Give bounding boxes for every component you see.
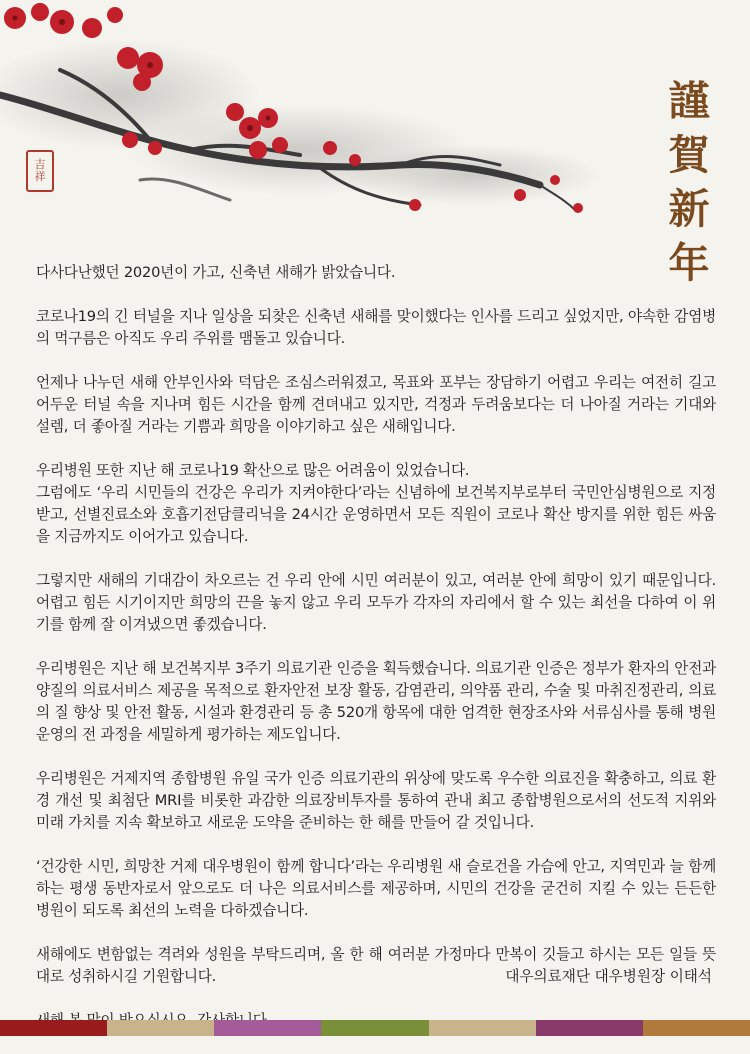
band-segment [0,1020,107,1036]
title-char: 年 [668,239,710,287]
title-char: 賀 [668,131,710,179]
paragraph: ‘건강한 시민, 희망찬 거제 대우병원이 함께 합니다’라는 우리병원 새 슬로건을 가슴에 안고, 지역민과 늘 함께하는 평생 동반자로서 앞으로도 더 나은 의료서비스를 제공하며, 시민의 건강을 굳건히 지킬 수 있는 든든한 병원이 되도록 최선의 노력을 다하겠습니다. [36,858,716,919]
band-segment [321,1020,428,1036]
paragraph: 언제나 나누던 새해 안부인사와 덕담은 조심스러워졌고, 목표와 포부는 장담하기 어렵고 우리는 여전히 길고 어두운 터널 속을 지나며 힘든 시간을 함께 견뎌내고 있지만, 걱정과 두려움보다는 더 나아질 거라는 기대와 설렘, 더 좋아질 거라는 기쁨과 희망을 이야기하고 싶은 새해입니다. [36,374,716,435]
paragraph: 새해에도 변함없는 격려와 성원을 부탁드리며, 올 한 해 여러분 가정마다 만복이 깃들고 하시는 모든 일들 뜻대로 성취하시길 기원합니다. [36,946,716,985]
seal-char: 吉 [34,158,46,171]
title-char: 謹 [668,77,710,125]
decorative-color-band [0,1020,750,1036]
paragraph: 코로나19의 긴 터널을 지나 일상을 되찾은 신축년 새해를 맞이했다는 인사를 드리고 싶었지만, 야속한 감염병의 먹구름은 아직도 우리 주위를 맴돌고 있습니다. [36,308,716,347]
red-seal-stamp [26,150,54,192]
signature: 대우의료재단 대우병원장 이태석 [505,968,712,985]
paragraph: 다사다난했던 2020년이 가고, 신축년 새해가 밝았습니다. [36,264,396,281]
seal-char: 祥 [34,170,46,183]
paragraph: 우리병원 또한 지난 해 코로나19 확산으로 많은 어려움이 있었습니다. [36,462,470,479]
letter-body [36,262,716,1054]
band-segment [429,1020,536,1036]
plum-blossom-painting [0,0,750,270]
band-segment [107,1020,214,1036]
band-segment [214,1020,321,1036]
paragraph: 우리병원은 거제지역 종합병원 유일 국가 인증 의료기관의 위상에 맞도록 우수한 의료진을 확충하고, 의료 환경 개선 및 최첨단 MRI를 비롯한 과감한 의료장비투자를 통하여 관내 최고 종합병원으로서의 선도적 지위와 미래 가치를 지속 확보하고 새로운 도약을 준비하는 한 해를 만들어 갈 것입니다. [36,770,716,831]
band-segment [536,1020,643,1036]
paragraph: 우리병원은 지난 해 보건복지부 3주기 의료기관 인증을 획득했습니다. 의료기관 인증은 정부가 환자의 안전과 양질의 의료서비스 제공을 목적으로 환자안전 보장 활동, 감염관리, 의약품 관리, 수술 및 마취진정관리, 의료의 질 향상 및 안전 활동, 시설과 환경관리 등 총 520개 항목에 대한 엄격한 현장조사와 서류심사를 통해 병원 운영의 전 과정을 세밀하게 평가하는 제도입니다. [36,660,716,743]
paragraph: 그럼에도 ‘우리 시민들의 건강은 우리가 지켜야한다’라는 신념하에 보건복지부로부터 국민안심병원으로 지정받고, 선별진료소와 호흡기전담클리닉을 24시간 운영하면서 모든 직원이 코로나 확산 방지를 위한 힘든 싸움을 지금까지도 이어가고 있습니다. [36,484,716,545]
new-year-title [661,74,717,290]
paragraph: 그렇지만 새해의 기대감이 차오르는 건 우리 안에 시민 여러분이 있고, 여러분 안에 희망이 있기 때문입니다. 어렵고 힘든 시기이지만 희망의 끈을 놓지 않고 우리 모두가 각자의 자리에서 할 수 있는 최선을 다하여 이 위기를 함께 잘 이겨냈으면 좋겠습니다. [36,572,716,633]
band-segment [643,1020,750,1036]
title-char: 新 [668,185,710,233]
